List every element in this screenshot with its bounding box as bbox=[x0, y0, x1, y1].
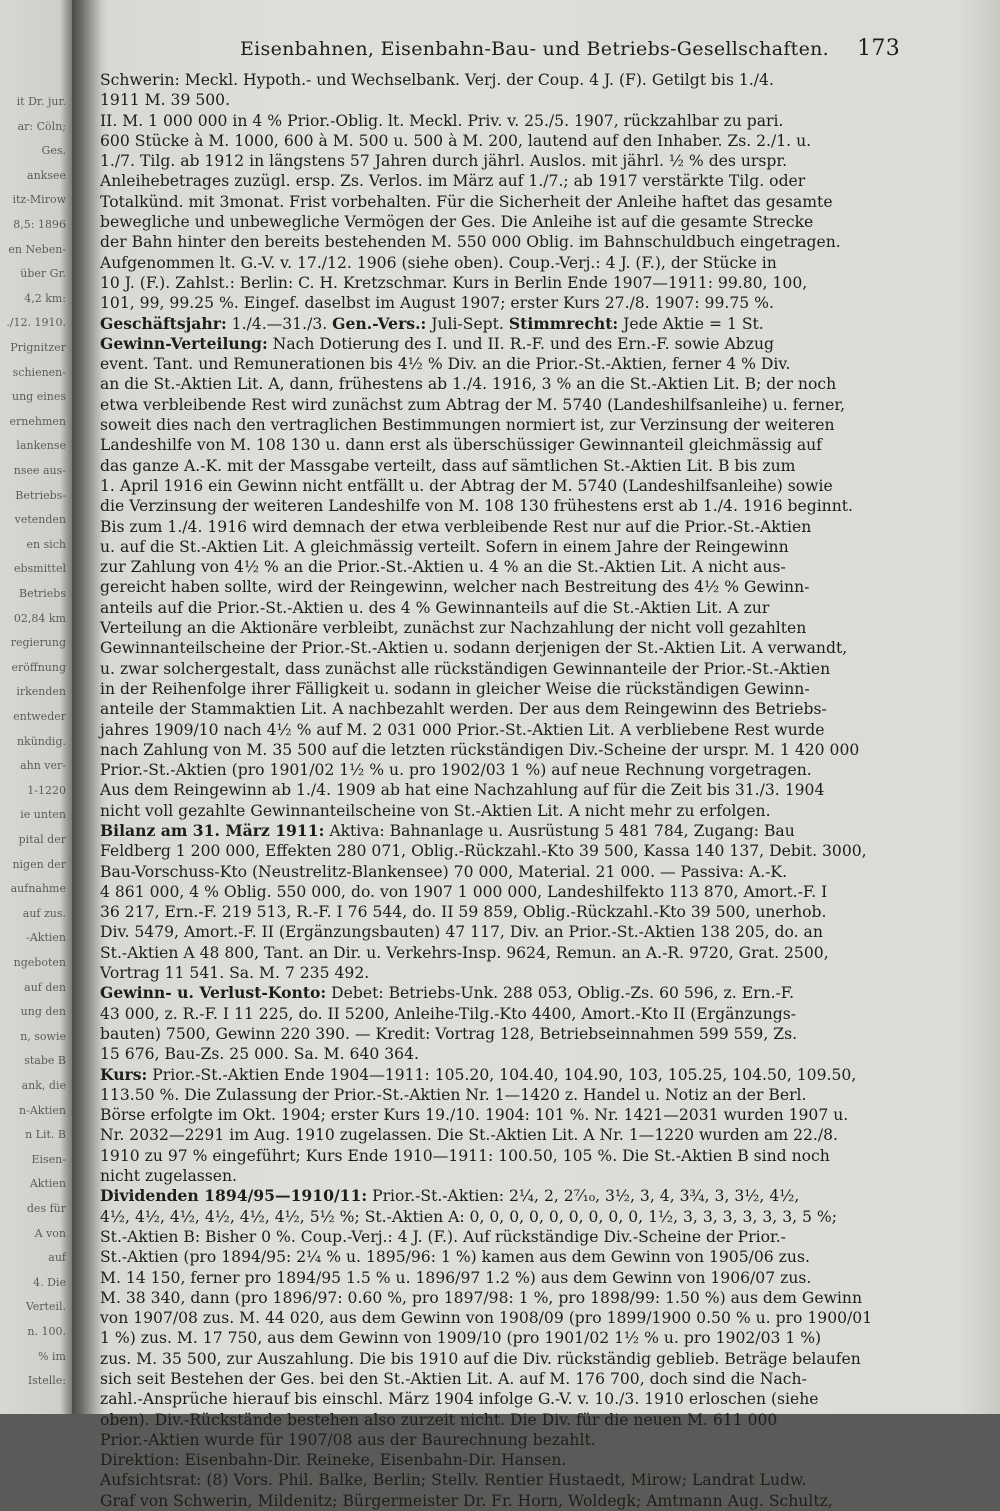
facing-page-fragment: nigen der bbox=[12, 857, 66, 871]
facing-page-fragment: auf zus. bbox=[22, 906, 66, 920]
text-line: bauten) 7500, Gewinn 220 390. — Kredit: Vortrag 128, Betriebseinnahmen 599 559, Zs. bbox=[100, 1024, 798, 1043]
facing-page-fragment: auf bbox=[48, 1251, 66, 1265]
text-line: von 1907/08 zus. M. 44 020, aus dem Gewinn von 1908/09 (pro 1899/1900 0.50 % u. pro 1900/01 bbox=[100, 1309, 873, 1328]
text-line: Gewinnanteilscheine der Prior.-St.-Aktien u. sodann derjenigen der St.-Aktien Lit. A verwandt, bbox=[100, 639, 848, 658]
text-line: 600 Stücke à M. 1000, 600 à M. 500 u. 500 à M. 200, lautend auf den Inhaber. Zs. 2./1. u. bbox=[100, 131, 812, 150]
facing-page-fragment: Verteil. bbox=[25, 1300, 66, 1314]
text-line: gereicht haben sollte, wird der Reingewinn, welcher nach Bestreitung des 4½ % Gewinn- bbox=[100, 578, 810, 597]
text-line: Landeshilfe von M. 108 130 u. dann erst als überschüssiger Gewinnanteil gleichmässig auf bbox=[100, 436, 822, 455]
text-line: soweit dies nach den vertraglichen Bestimmungen normiert ist, zur Verzinsung der weiteren bbox=[100, 416, 835, 435]
text-line: St.-Aktien (pro 1894/95: 2¼ % u. 1895/96: 1 %) kamen aus dem Gewinn von 1905/06 zus. bbox=[100, 1248, 810, 1267]
text-line: Div. 5479, Amort.-F. II (Ergänzungsbauten) 47 117, Div. an Prior.-St.-Aktien 138 205, do. an bbox=[100, 923, 823, 942]
text-line: 1 %) zus. M. 17 750, aus dem Gewinn von 1909/10 (pro 1901/02 1½ % u. pro 1902/03 1 %) bbox=[100, 1329, 822, 1348]
text-line: in der Reihenfolge ihrer Fälligkeit u. sodann in gleicher Weise die rückständigen Gewinn- bbox=[100, 679, 810, 698]
text-line: St.-Aktien A 48 800, Tant. an Dir. u. Verkehrs-Insp. 9624, Remun. an A.-R. 9720, Grat. 2500, bbox=[100, 943, 829, 962]
facing-page-fragment: vetenden bbox=[14, 513, 66, 527]
text-line: 113.50 %. Die Zulassung der Prior.-St.-Aktien Nr. 1—1420 z. Handel u. Notiz an der Berl. bbox=[100, 1085, 807, 1104]
text-line: Schwerin: Meckl. Hypoth.- und Wechselbank. Verj. der Coup. 4 J. (F). Getilgt bis 1./4. bbox=[100, 71, 774, 89]
text-line: 10 J. (F.). Zahlst.: Berlin: C. H. Kretzschmar. Kurs in Berlin Ende 1907—1911: 99.80, 100, bbox=[100, 273, 808, 292]
text-line: Bau-Vorschuss-Kto (Neustrelitz-Blankensee) 70 000, Material. 21 000. — Passiva: A.-K. bbox=[100, 862, 788, 881]
text-line: Totalkünd. mit 3monat. Frist vorbehalten. Für die Sicherheit der Anleihe haftet das gesamte bbox=[100, 192, 833, 211]
page-title: Eisenbahnen, Eisenbahn-Bau- und Betriebs-Gesellschaften. bbox=[240, 38, 830, 60]
text-line: Nr. 2032—2291 im Aug. 1910 zugelassen. Die St.-Aktien Lit. A Nr. 1—1220 wurden am 22./8. bbox=[100, 1126, 838, 1145]
facing-page-fragment: ie unten bbox=[20, 808, 66, 822]
section-dividenden bbox=[100, 1186, 890, 1206]
text-run: Nach Dotierung des I. und II. R.-F. und des Ern.-F. sowie Abzug bbox=[267, 334, 774, 353]
book-gutter bbox=[72, 0, 102, 1414]
facing-page-fragment: -Aktien bbox=[26, 931, 66, 945]
body-text bbox=[100, 70, 890, 1511]
facing-page-fragment: ung eines bbox=[12, 390, 66, 404]
facing-page-fragment: ank, die bbox=[21, 1079, 66, 1092]
facing-page-fragment: nsee aus- bbox=[13, 464, 66, 477]
text-line: 36 217, Ern.-F. 219 513, R.-F. I 76 544, do. II 59 859, Oblig.-Rückzahl.-Kto 39 500, unerhob. bbox=[100, 903, 827, 922]
facing-page-fragment: eröffnung bbox=[11, 660, 66, 674]
text-line: 1. April 1916 ein Gewinn nicht entfällt u. der Abtrag der M. 5740 (Landeshilfsanleihe) sowie bbox=[100, 476, 833, 495]
text-line: das ganze A.-K. mit der Massgabe verteilt, dass auf sämtlichen St.-Aktien Lit. B bis zum bbox=[100, 456, 796, 475]
text-line: nach Zahlung von M. 35 500 auf die letzten rückständigen Div.-Scheine der urspr. M. 1 420 000 bbox=[100, 740, 860, 759]
text-line: u. zwar solchergestalt, dass zunächst alle rückständigen Gewinnanteile der Prior.-St.-Aktien bbox=[100, 659, 831, 678]
facing-page-fragment: lankense bbox=[16, 439, 66, 453]
facing-page-fragment: en sich bbox=[26, 537, 66, 551]
text-line: oben). Div.-Rückstände bestehen also zurzeit nicht. Die Div. für die neuen M. 611 000 bbox=[100, 1410, 778, 1429]
facing-page-fragment: schienen- bbox=[12, 365, 66, 379]
text-line: St.-Aktien B: Bisher 0 %. Coup.-Verj.: 4 J. (F.). Auf rückständige Div.-Scheine der Prior.- bbox=[100, 1227, 786, 1246]
facing-page-fragment: Ges. bbox=[41, 144, 66, 158]
text-run: Jede Aktie = 1 St. bbox=[618, 314, 764, 333]
text-line: an die St.-Aktien Lit. A, dann, frühestens ab 1./4. 1916, 3 % an die St.-Aktien Lit. B; der noch bbox=[100, 375, 837, 394]
text-line: Feldberg 1 200 000, Effekten 280 071, Oblig.-Rückzahl.-Kto 39 500, Kassa 140 137, Debit. 3000, bbox=[100, 842, 867, 861]
facing-page-fragment: auf den bbox=[24, 980, 66, 994]
text-line: Aufgenommen lt. G.-V. v. 17./12. 1906 (siehe oben). Coup.-Verj.: 4 J. (F.), der Stücke in bbox=[100, 253, 777, 272]
text-run: Prior.-St.-Aktien: 2¼, 2, 2⁷⁄₁₀, 3½, 3, 4, 3¾, 3, 3½, 4½, bbox=[367, 1187, 800, 1206]
text-line: 15 676, Bau-Zs. 25 000. Sa. M. 640 364. bbox=[100, 1045, 419, 1064]
facing-page-fragment: ./12. 1910. bbox=[6, 316, 66, 330]
text-run: 1./4.—31./3. bbox=[226, 314, 333, 333]
text-line: 1911 M. 39 500. bbox=[100, 91, 231, 110]
facing-page-fragment: ernehmen bbox=[9, 414, 66, 428]
text-line: sich seit Bestehen der Ges. bei den St.-Aktien Lit. A. auf M. 176 700, doch sind die Nach- bbox=[100, 1370, 807, 1388]
facing-page-fragment: entweder bbox=[13, 710, 66, 723]
facing-page-fragment: regierung bbox=[10, 636, 66, 650]
section-direktion: Direktion: Eisenbahn-Dir. Reineke, Eisenbahn-Dir. Hansen. bbox=[100, 1451, 567, 1470]
facing-page-fragment: Aktien bbox=[29, 1177, 66, 1191]
facing-page-fragment: Prignitzer bbox=[10, 341, 66, 354]
section-heading: Dividenden 1894/95—1910/11: bbox=[100, 1186, 368, 1206]
text-line: der Bahn hinter den bereits bestehenden M. 550 000 Oblig. im Bahnschuldbuch eingetragen. bbox=[100, 233, 841, 252]
facing-page-fragment: ebsmittel bbox=[13, 562, 66, 576]
text-line: Börse erfolgte im Okt. 1904; erster Kurs 19./10. 1904: 101 %. Nr. 1421—2031 wurden 1907 u. bbox=[100, 1106, 849, 1125]
facing-page-fragment: Betriebs bbox=[19, 587, 66, 600]
section-heading: Gen.-Vers.: bbox=[332, 313, 427, 333]
text-line: M. 38 340, dann (pro 1896/97: 0.60 %, pro 1897/98: 1 %, pro 1898/99: 1.50 %) aus dem Gewinn bbox=[100, 1288, 862, 1307]
section-aufsichtsrat: Aufsichtsrat: (8) Vors. Phil. Balke, Berlin; Stellv. Rentier Hustaedt, Mirow; Landrat Ludw. bbox=[100, 1471, 807, 1490]
text-line: u. auf die St.-Aktien Lit. A gleichmässig verteilt. Sofern in einem Jahre der Reingewinn bbox=[100, 537, 789, 556]
text-line: Bis zum 1./4. 1916 wird demnach der etwa verbleibende Rest nur auf die Prior.-St.-Aktien bbox=[100, 517, 812, 536]
text-line: jahres 1909/10 nach 4½ % auf M. 2 031 000 Prior.-St.-Aktien Lit. A verbliebene Rest wurde bbox=[100, 720, 825, 739]
facing-page-fragment: n. 100. bbox=[27, 1325, 66, 1338]
facing-page-fragment: ung den bbox=[20, 1005, 66, 1019]
text-line: zus. M. 35 500, zur Auszahlung. Die bis 1910 auf die Div. rückständig geblieb. Beträge belaufen bbox=[100, 1349, 861, 1368]
text-run: Aktiva: Bahnanlage u. Ausrüstung 5 481 784, Zugang: Bau bbox=[324, 821, 795, 840]
page-content bbox=[100, 30, 900, 1511]
facing-page-fragment: n Lit. B bbox=[25, 1128, 66, 1142]
text-line: Prior.-St.-Aktien (pro 1901/02 1½ % u. pro 1902/03 1 %) auf neue Rechnung vorgetragen. bbox=[100, 761, 812, 780]
text-run: Juli-Sept. bbox=[426, 314, 509, 333]
text-line: anteile der Stammaktien Lit. A nachbezahlt werden. Der aus dem Reingewinn des Betriebs- bbox=[100, 700, 827, 719]
text-run: Debet: Betriebs-Unk. 288 053, Oblig.-Zs. 60 596, z. Ern.-F. bbox=[326, 984, 795, 1003]
section-heading: Kurs: bbox=[100, 1064, 148, 1084]
text-line: bewegliche und unbewegliche Vermögen der Ges. Die Anleihe ist auf die gesamte Strecke bbox=[100, 213, 814, 232]
text-line: zur Zahlung von 4½ % an die Prior.-St.-Aktien u. 4 % an die St.-Aktien Lit. A nicht aus- bbox=[100, 558, 786, 577]
section-heading: Bilanz am 31. März 1911: bbox=[100, 820, 325, 840]
text-line: Prior.-Aktien wurde für 1907/08 aus der Baurechnung bezahlt. bbox=[100, 1430, 596, 1449]
facing-page-fragment: Istelle: bbox=[27, 1374, 66, 1388]
text-line: 101, 99, 99.25 %. Eingef. daselbst im August 1907; erster Kurs 27./8. 1907: 99.75 %. bbox=[100, 294, 774, 313]
facing-page-edge bbox=[0, 0, 72, 1414]
text-line: Graf von Schwerin, Mildenitz; Bürgermeister Dr. Fr. Horn, Woldegk; Amtmann Aug. Schultz, bbox=[100, 1491, 833, 1510]
text-line: Anleihebetrages zuzügl. ersp. Zs. Verlos. im März auf 1./7.; ab 1917 verstärkte Tilg. oder bbox=[100, 172, 806, 191]
text-line: 1910 zu 97 % eingeführt; Kurs Ende 1910—1911: 100.50, 105 %. Die St.-Aktien B sind noch bbox=[100, 1146, 830, 1165]
section-bilanz bbox=[100, 821, 890, 841]
text-line: 1./7. Tilg. ab 1912 in längstens 57 Jahren durch jährl. Auslos. mit jährl. ½ % des urspr. bbox=[100, 152, 788, 171]
facing-page-fragment: des für bbox=[26, 1202, 66, 1215]
text-line: nicht voll gezahlte Gewinnanteilscheine von St.-Aktien Lit. A nicht mehr zu erfolgen. bbox=[100, 801, 771, 820]
text-line: 4½, 4½, 4½, 4½, 4½, 4½, 5½ %; St.-Aktien A: 0, 0, 0, 0, 0, 0, 0, 0, 0, 1½, 3, 3, 3, 3, 3, 3, 5 %; bbox=[100, 1207, 837, 1226]
text-line: die Verzinsung der weiteren Landeshilfe von M. 108 130 frühestens erst ab 1./4. 1916 beginnt. bbox=[100, 497, 853, 516]
section-heading: Gewinn- u. Verlust-Konto: bbox=[100, 983, 327, 1003]
facing-page-fragment: irkenden bbox=[16, 685, 66, 699]
facing-page-fragment: n-Aktien bbox=[19, 1103, 66, 1117]
facing-page-fragment: stabe B bbox=[24, 1054, 66, 1068]
text-run: Prior.-St.-Aktien Ende 1904—1911: 105.20, 104.40, 104.90, 103, 105.25, 104.50, 109.50, bbox=[147, 1065, 857, 1084]
text-line: Vortrag 11 541. Sa. M. 7 235 492. bbox=[100, 964, 370, 983]
facing-page-fragment: 4,2 km: bbox=[24, 291, 66, 305]
section-heading: Stimmrecht: bbox=[508, 313, 619, 333]
text-line: M. 14 150, ferner pro 1894/95 1.5 % u. 1896/97 1.2 %) aus dem Gewinn von 1906/07 zus. bbox=[100, 1268, 812, 1287]
facing-page-fragment: aufnahme bbox=[10, 882, 66, 896]
facing-page-fragment: ahn ver- bbox=[20, 759, 66, 773]
facing-page-fragment: 8,5: 1896 bbox=[13, 218, 66, 231]
text-line: Verteilung an die Aktionäre verbleibt, zunächst zur Nachzahlung der nicht voll gezahlten bbox=[100, 619, 807, 638]
facing-page-fragment: pital der bbox=[18, 833, 66, 846]
text-line: event. Tant. und Remunerationen bis 4½ % Div. an die Prior.-St.-Aktien, ferner 4 % Div. bbox=[100, 355, 791, 374]
facing-page-fragment: A von bbox=[34, 1226, 66, 1240]
text-line: 43 000, z. R.-F. I 11 225, do. II 5200, Anleihe-Tilg.-Kto 4400, Amort.-Kto II (Ergänzungs- bbox=[100, 1004, 797, 1023]
text-line: anteils auf die Prior.-St.-Aktien u. des 4 % Gewinnanteils auf die St.-Aktien Lit. A zur bbox=[100, 598, 770, 617]
text-line: etwa verbleibende Rest wird zunächst zum Abtrag der M. 5740 (Landeshilfsanleihe) u. ferner, bbox=[100, 395, 846, 414]
facing-page-fragment: anksee bbox=[27, 168, 66, 182]
page-number: 173 bbox=[857, 36, 900, 61]
section-kurs bbox=[100, 1065, 890, 1085]
facing-page-fragment: 4. Die bbox=[33, 1275, 66, 1289]
facing-page-fragment: en Neben- bbox=[8, 242, 66, 256]
facing-page-fragment: Betriebs- bbox=[15, 488, 66, 502]
text-line: zahl.-Ansprüche hierauf bis einschl. März 1904 infolge G.-V. v. 10./3. 1910 erloschen (siehe bbox=[100, 1390, 819, 1409]
text-line: nicht zugelassen. bbox=[100, 1167, 238, 1186]
facing-page-fragment: über Gr. bbox=[20, 267, 66, 281]
text-line: 4 861 000, 4 % Oblig. 550 000, do. von 1907 1 000 000, Landeshilfekto 113 870, Amort.-F. I bbox=[100, 882, 828, 901]
facing-page-fragment: nkündig. bbox=[16, 734, 66, 748]
section-geschaeftsjahr bbox=[100, 314, 890, 334]
facing-page-fragment: % im bbox=[38, 1349, 66, 1363]
facing-page-fragment: n, sowie bbox=[20, 1029, 66, 1043]
text-line: Aus dem Reingewinn ab 1./4. 1909 ab hat eine Nachzahlung auf für die Zeit bis 31./3. 1904 bbox=[100, 781, 825, 800]
section-gewinn-verteilung bbox=[100, 334, 890, 354]
running-header bbox=[100, 30, 900, 70]
text-line: II. M. 1 000 000 in 4 % Prior.-Oblig. lt. Meckl. Priv. v. 25./5. 1907, rückzahlbar zu pari. bbox=[100, 111, 784, 130]
section-gewinn-verlust bbox=[100, 983, 890, 1003]
section-heading: Geschäftsjahr: bbox=[100, 313, 227, 333]
facing-page-fragment: ngeboten bbox=[13, 956, 66, 969]
facing-page-fragment: Eisen- bbox=[31, 1152, 66, 1166]
section-heading: Gewinn-Verteilung: bbox=[100, 333, 268, 353]
facing-page-fragment: it Dr. jur. bbox=[16, 95, 66, 108]
facing-page-fragment: ar: Cöln; bbox=[17, 119, 66, 133]
facing-page-fragment: itz-Mirow bbox=[12, 193, 66, 207]
facing-page-fragment: 02,84 km bbox=[13, 611, 66, 625]
facing-page-fragment: 1-1220 bbox=[27, 783, 66, 797]
